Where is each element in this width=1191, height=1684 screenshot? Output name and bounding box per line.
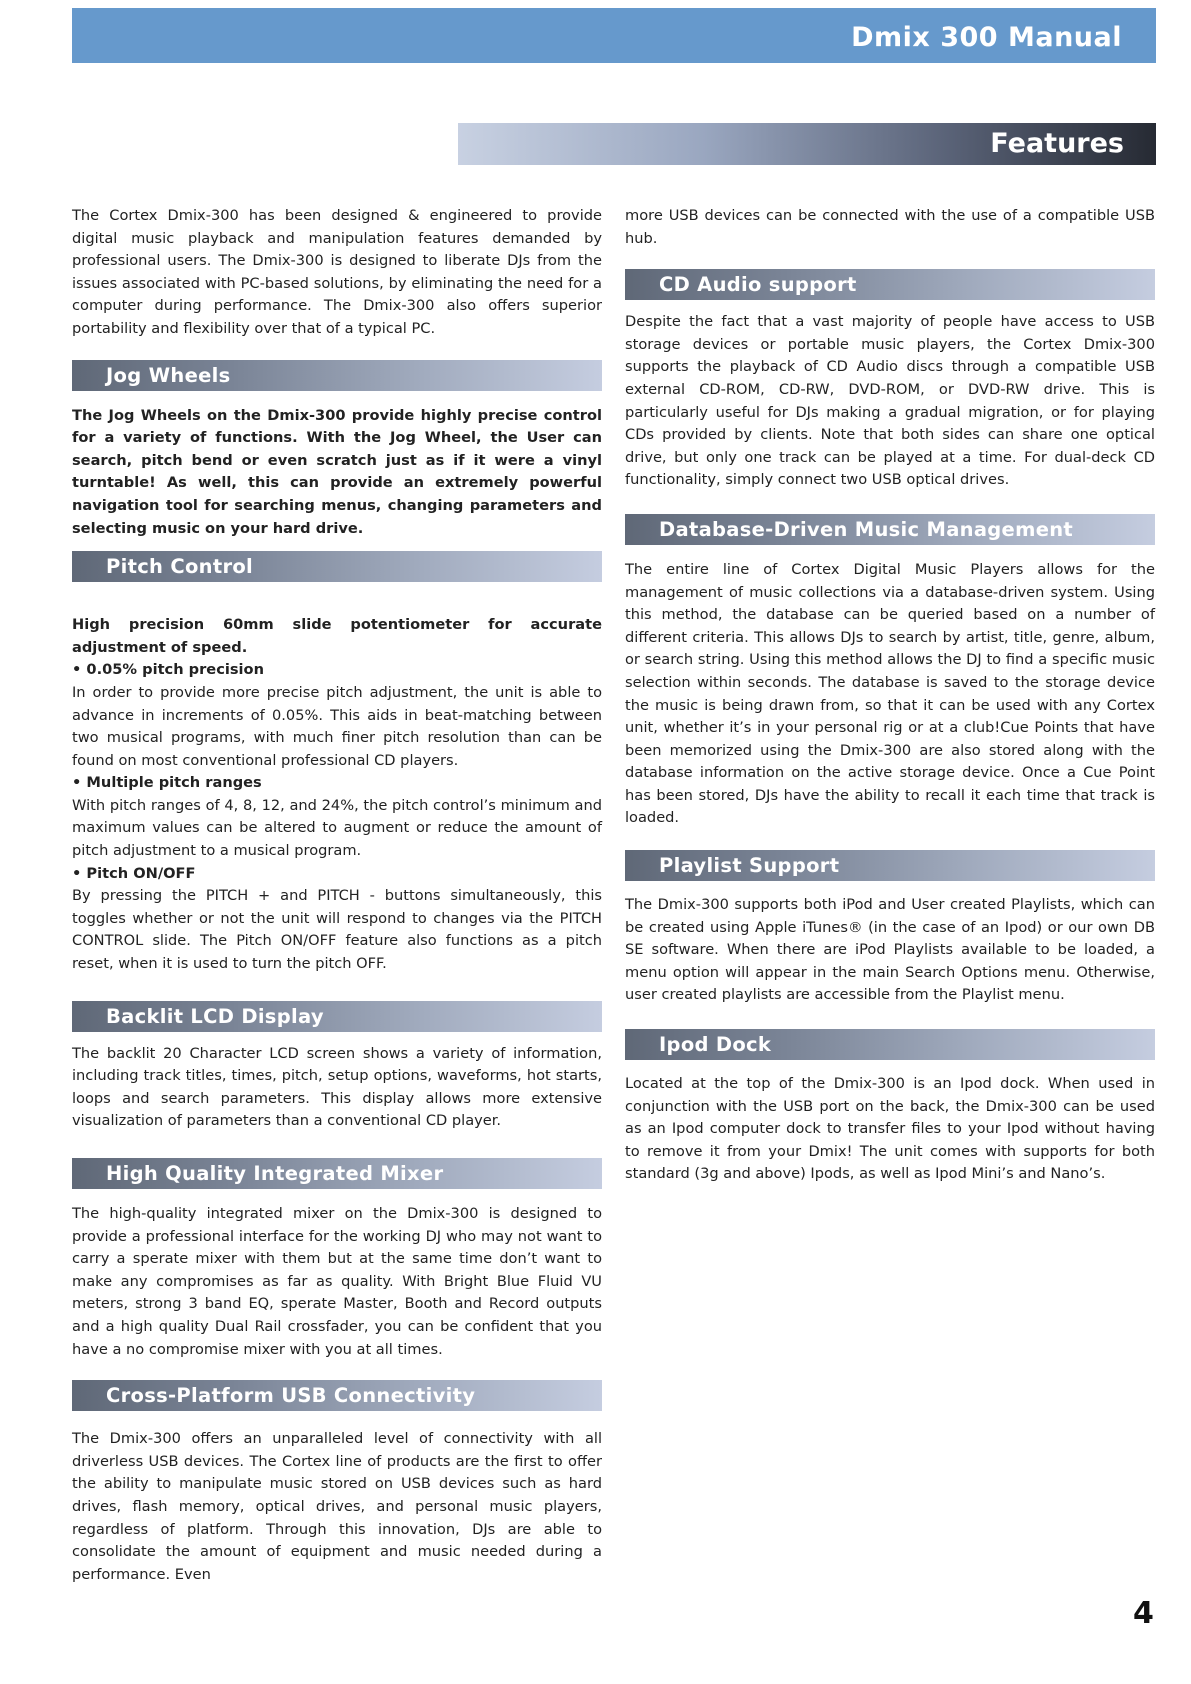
section-title: Features [990,128,1124,159]
pitch-ranges-text: With pitch ranges of 4, 8, 12, and 24%, the pitch control’s minimum and maximum values can be altered to augment or reduce the amount of pitch adjustment to a musical program. [72,796,602,860]
playlist-heading: Playlist Support [625,850,1155,881]
left-column [72,205,602,1586]
right-column [625,205,1155,1186]
playlist-body: The Dmix-300 supports both iPod and User created Playlists, which can be created using Apple iTunes® (in the case of an Ipod) or our own DB SE software. When there are iPod Playlists available to be loaded, a menu option will appear in the main Search Options menu. Otherwise, user created playlists are accessible from the Playlist menu. [625,896,1155,1004]
usb-connectivity-body: The Dmix-300 offers an unparalleled level of connectivity with all driverless USB devices. The Cortex line of products are the first to offer the ability to manipulate music stored on USB devices such as hard drives, flash memory, optical drives, and personal music players, regardless of platform. Through this innovation, DJs are able to consolidate the amount of equipment and music needed during a performance. Even [72,1430,602,1583]
section-title-banner [458,123,1156,165]
ipod-dock-heading: Ipod Dock [625,1029,1155,1060]
manual-title: Dmix 300 Manual [851,22,1122,53]
pitch-lead: High precision 60mm slide potentiometer for accurate adjustment of speed. [72,616,602,656]
pitch-onoff-text: By pressing the PITCH + and PITCH - buttons simultaneously, this toggles whether or not the unit will respond to changes via the PITCH CONTROL slide. The Pitch ON/OFF feature also functions as a pitch reset, when it is used to turn the pitch OFF. [72,887,602,973]
pitch-onoff-bullet: • Pitch ON/OFF [72,864,196,882]
cd-audio-heading: CD Audio support [625,269,1155,300]
pitch-control-body [72,614,602,976]
jog-wheels-heading: Jog Wheels [72,360,602,391]
page-number: 4 [1133,1596,1154,1631]
database-heading: Database-Driven Music Management [625,514,1155,545]
usb-connectivity-heading: Cross-Platform USB Connectivity [72,1380,602,1411]
backlit-lcd-body: The backlit 20 Character LCD screen shows a variety of information, including track titles, times, pitch, setup options, waveforms, hot starts, loops and search parameters. This display allows more extensive visualization of parameters than a conventional CD player. [72,1044,602,1130]
backlit-lcd-heading: Backlit LCD Display [72,1001,602,1032]
jog-wheels-body: The Jog Wheels on the Dmix-300 provide highly precise control for a variety of functions. With the Jog Wheel, the User can search, pitch bend or even scratch just as if it were a vinyl turntable! As well, this can provide an extremely powerful navigation tool for searching menus, changing parameters and selecting music on your hard drive. [72,406,602,537]
mixer-heading: High Quality Integrated Mixer [72,1158,602,1189]
database-body: The entire line of Cortex Digital Music Players allows for the management of music collections via a database-driven system. Using this method, the database can be queried based on a number of different criteria. This allows DJs to search by artist, title, genre, album, or search string. Using this method allows the DJ to find a specific music selection within seconds. The database is saved to the storage device the music is being drawn from, so that it can be used with any Cortex unit, whether it’s in your personal rig or at a club!Cue Points that have been memorized using the Dmix-300 are also stored along with the database information on the active storage device. Once a Cue Point has been stored, DJs have the ability to recall it each time that track is loaded. [625,560,1155,827]
pitch-ranges-bullet: • Multiple pitch ranges [72,774,262,792]
manual-header-banner [72,8,1156,63]
ipod-dock-body: Located at the top of the Dmix-300 is an Ipod dock. When used in conjunction with the USB port on the back, the Dmix-300 can be used as an Ipod computer dock to transfer files to your Ipod without having to remove it from your Dmix! The unit comes with supports for both standard (3g and above) Ipods, as well as Ipod Mini’s and Nano’s. [625,1075,1155,1183]
mixer-body: The high-quality integrated mixer on the Dmix-300 is designed to provide a professional interface for the working DJ who may not want to carry a sperate mixer with them but at the same time don’t want to make any compromises as far as quality. With Bright Blue Fluid VU meters, strong 3 band EQ, sperate Master, Booth and Record outputs and a high quality Dual Rail crossfader, you can be confident that you have a no compromise mixer with you at all times. [72,1205,602,1358]
intro-paragraph: The Cortex Dmix-300 has been designed & engineered to provide digital music playback and manipulation features demanded by professional users. The Dmix-300 is designed to liberate DJs from the issues associated with PC-based solutions, by eliminating the need for a computer during performance. The Dmix-300 also offers superior portability and flexibility over that of a typical PC. [72,207,602,337]
cd-audio-body: Despite the fact that a vast majority of people have access to USB storage devices or portable music players, the Cortex Dmix-300 supports the playback of CD Audio discs through a compatible USB external CD-ROM, CD-RW, DVD-ROM, or DVD-RW drive. This is particularly useful for DJs making a gradual migration, or for playing CDs provided by clients. Note that both sides can share one optical drive, but only one track can be played at a time. For dual-deck CD functionality, simply connect two USB optical drives. [625,313,1155,489]
usb-continued-paragraph: more USB devices can be connected with the use of a compatible USB hub. [625,207,1155,247]
pitch-precision-bullet: • 0.05% pitch precision [72,661,264,679]
pitch-control-heading: Pitch Control [72,551,602,582]
pitch-precision-text: In order to provide more precise pitch adjustment, the unit is able to advance in increments of 0.05%. This aids in beat-matching between two musical programs, with much finer pitch resolution than can be found on most conventional professional CD players. [72,683,602,769]
